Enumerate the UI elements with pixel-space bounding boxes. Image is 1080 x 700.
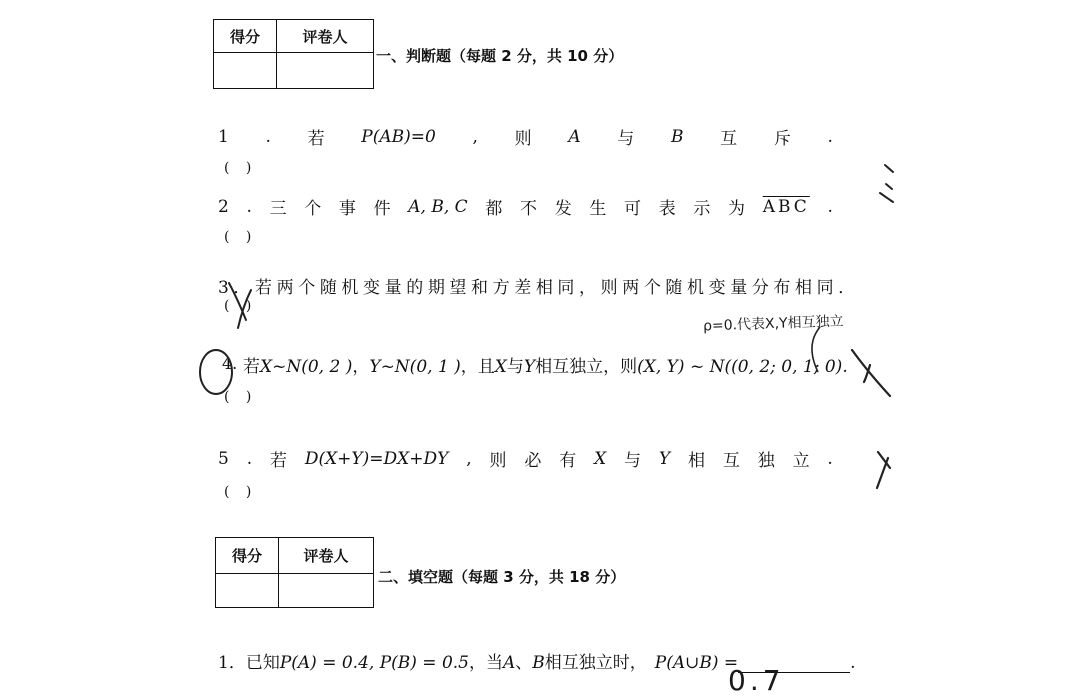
answer-paren-1[interactable]: ( ) bbox=[224, 160, 258, 176]
q2-word: 不 bbox=[520, 199, 538, 219]
q2-word: 示 bbox=[693, 199, 711, 219]
q4-and: ，且 bbox=[460, 357, 495, 377]
q1-formula: P(AB)=0 bbox=[361, 126, 436, 147]
fill1-given: P(A) = 0.4, P(B) = 0.5 bbox=[279, 653, 469, 673]
score-header: 得分 bbox=[216, 538, 279, 574]
q2-num: 2 bbox=[218, 196, 229, 217]
q5-word: 互 bbox=[722, 451, 740, 471]
check-mark-q1 bbox=[880, 165, 893, 202]
q5-word: 相 bbox=[687, 451, 705, 471]
q5-comma: , bbox=[466, 448, 472, 469]
question-3: 3．若两个随机变量的期望和方差相同，则两个随机变量分布相同． bbox=[218, 278, 860, 298]
q2-word: 生 bbox=[589, 199, 607, 219]
answer-paren-4[interactable]: ( ) bbox=[224, 389, 258, 405]
x-mark-q5 bbox=[877, 452, 890, 488]
q4-y-dist: Y~N(0, 1 ) bbox=[369, 357, 461, 377]
q5-word: 独 bbox=[757, 451, 775, 471]
q2-word: 发 bbox=[554, 199, 572, 219]
fill1-var-b: B bbox=[532, 653, 545, 673]
q1-word: 则 bbox=[514, 129, 532, 149]
arrow-note-q4 bbox=[812, 327, 820, 372]
q2-period: . bbox=[827, 196, 833, 217]
q2-word: 件 bbox=[373, 199, 391, 219]
fill1-sep: 、 bbox=[515, 653, 533, 673]
x-mark-q3 bbox=[229, 283, 251, 328]
q5-period: . bbox=[827, 448, 833, 469]
section-title-judgment: 一、判断题（每题 2 分，共 10 分） bbox=[376, 47, 624, 65]
section-title-fill: 二、填空题（每题 3 分，共 18 分） bbox=[378, 568, 626, 586]
q1-comma: , bbox=[472, 126, 478, 147]
q5-var-x: X bbox=[594, 448, 607, 469]
q4-x-dist: X~N(0, 2 ) bbox=[260, 357, 353, 377]
q1-var-a: A bbox=[568, 126, 581, 147]
q1-word: 互 bbox=[720, 129, 738, 149]
fill1-var-a: A bbox=[503, 653, 516, 673]
q2-complement: $\overline{ABC}$ bbox=[762, 196, 810, 217]
q1-word: 与 bbox=[617, 129, 635, 149]
q5-word: 必 bbox=[524, 451, 542, 471]
q2-word: 个 bbox=[304, 199, 322, 219]
q5-formula: D(X+Y)=DX+DY bbox=[304, 448, 449, 469]
q5-num: 5 bbox=[218, 448, 229, 469]
fill1-ask: P(A∪B) = bbox=[654, 653, 739, 673]
q1-num: 1 bbox=[218, 126, 229, 147]
fill1-prefix: 1．已知 bbox=[218, 653, 280, 673]
fill1-end: . bbox=[850, 653, 856, 673]
q4-comma: ， bbox=[352, 357, 370, 377]
q2-word: 为 bbox=[728, 199, 746, 219]
q5-word: 与 bbox=[624, 451, 642, 471]
q2-word: 三 bbox=[269, 199, 287, 219]
fill1-cond: 相互独立时， bbox=[544, 653, 647, 673]
q1-word: 若 bbox=[307, 129, 325, 149]
q5-word: 若 bbox=[269, 451, 287, 471]
q4-var-y: Y bbox=[523, 357, 536, 377]
answer-paren-2[interactable]: ( ) bbox=[224, 229, 258, 245]
fill1-middle: ，当 bbox=[469, 653, 503, 673]
handwritten-note-q4: ρ=0.代表X,Y相互独立 bbox=[702, 313, 844, 335]
q2-word: 可 bbox=[624, 199, 642, 219]
q1-dot: . bbox=[265, 126, 271, 147]
q5-word: 则 bbox=[489, 451, 507, 471]
q4-if: 若 bbox=[243, 357, 260, 377]
grader-header: 评卷人 bbox=[279, 538, 374, 574]
x-mark-q4 bbox=[852, 350, 890, 396]
q2-word: 都 bbox=[485, 199, 503, 219]
q4-with: 与 bbox=[506, 357, 524, 377]
handwritten-answer-fill1: 0.7 bbox=[728, 664, 785, 697]
q2-word: 事 bbox=[338, 199, 356, 219]
answer-paren-5[interactable]: ( ) bbox=[224, 484, 258, 500]
q5-word: 立 bbox=[792, 451, 810, 471]
q5-dot: . bbox=[246, 448, 253, 469]
circle-mark-q4 bbox=[200, 350, 232, 394]
q2-dot: . bbox=[246, 196, 252, 217]
q2-word: 表 bbox=[658, 199, 676, 219]
q5-word: 有 bbox=[559, 451, 577, 471]
q4-indep: 相互独立，则 bbox=[535, 357, 638, 377]
q4-var-x: X bbox=[494, 357, 507, 377]
q1-word: 斥 bbox=[773, 129, 791, 149]
q4-joint: (X, Y) ~ N((0, 2; 0, 1; 0). bbox=[637, 357, 848, 377]
grader-header: 评卷人 bbox=[277, 20, 374, 53]
answer-paren-3[interactable]: ( ) bbox=[224, 298, 258, 314]
q1-var-b: B bbox=[670, 126, 684, 147]
q2-events: A, B, C bbox=[408, 196, 468, 217]
q1-period: . bbox=[827, 126, 833, 147]
score-header: 得分 bbox=[214, 20, 277, 53]
q5-var-y: Y bbox=[658, 448, 671, 469]
q4-num: 4. bbox=[222, 354, 238, 373]
